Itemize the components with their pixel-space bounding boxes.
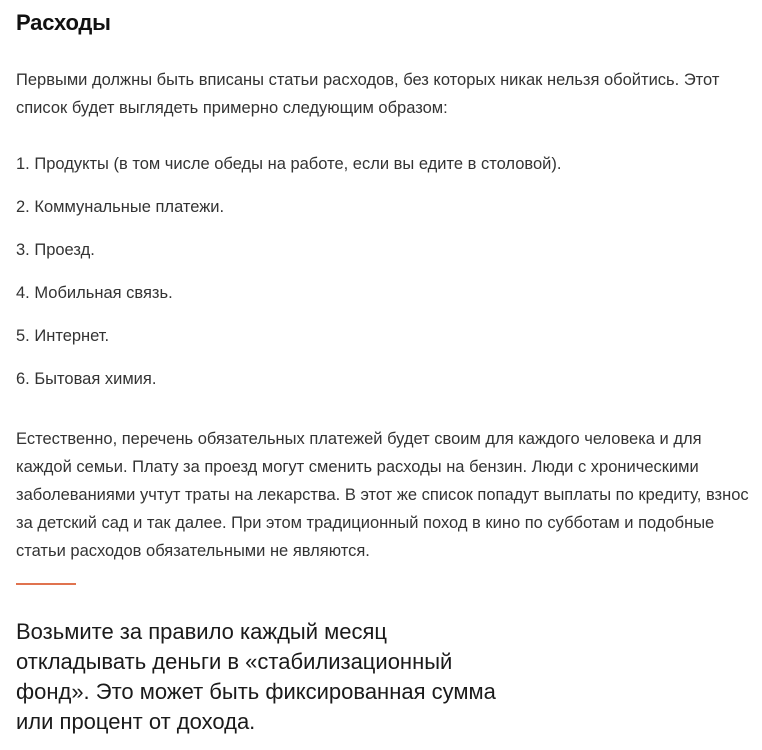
accent-divider bbox=[16, 583, 76, 585]
list-item: 3. Проезд. bbox=[16, 241, 95, 259]
callout-quote: Возьмите за правило каждый месяц откладывать деньги в «стабилизационный фонд». Это может быть фиксированная сумма или процент от дохода. bbox=[16, 619, 496, 734]
list-item: 5. Интернет. bbox=[16, 327, 110, 345]
expenses-list bbox=[16, 150, 561, 408]
list-item: 6. Бытовая химия. bbox=[16, 370, 157, 388]
list-item: 1. Продукты (в том числе обеды на работе, если вы едите в столовой). bbox=[16, 155, 562, 173]
list-item: 4. Мобильная связь. bbox=[16, 284, 173, 302]
intro-paragraph: Первыми должны быть вписаны статьи расходов, без которых никак нельзя обойтись. Этот список будет выглядеть примерно следующим образом: bbox=[16, 71, 720, 117]
list-item: 2. Коммунальные платежи. bbox=[16, 198, 225, 216]
outro-paragraph: Естественно, перечень обязательных платежей будет своим для каждого человека и для каждой семьи. Плату за проезд могут сменить расходы на бензин. Люди с хроническими заболеваниями учтут траты на лекарства. В этот же список попадут выплаты по кредиту, взнос за детский сад и так далее. При этом традиционный поход в кино по субботам и подобные статьи расходов обязательными не являются. bbox=[16, 430, 749, 560]
section-title: Расходы bbox=[16, 10, 111, 35]
